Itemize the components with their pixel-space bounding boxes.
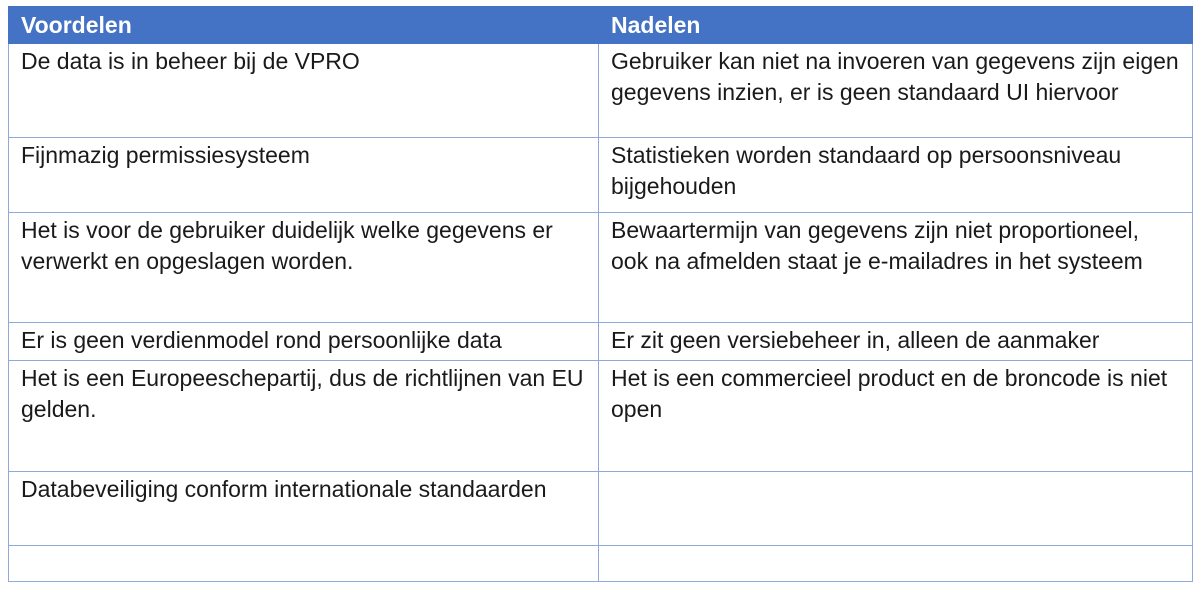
table-row [9,213,1193,323]
voordeel-cell [9,546,599,582]
nadeel-cell: Statistieken worden standaard op persoonsniveau bijgehouden [599,138,1193,213]
voordeel-cell: Het is een Europeeschepartij, dus de richtlijnen van EU gelden. [9,361,599,472]
header-row [9,7,1193,44]
table-row [9,361,1193,472]
nadeel-cell: Bewaartermijn van gegevens zijn niet proportioneel, ook na afmelden staat je e-mailadres in het systeem [599,213,1193,323]
header-nadelen: Nadelen [599,7,1193,44]
voordeel-cell: Er is geen verdienmodel rond persoonlijke data [9,323,599,361]
voordeel-cell: Het is voor de gebruiker duidelijk welke gegevens er verwerkt en opgeslagen worden. [9,213,599,323]
voordeel-cell: Fijnmazig permissiesysteem [9,138,599,213]
nadeel-cell: Er zit geen versiebeheer in, alleen de aanmaker [599,323,1193,361]
nadeel-cell [599,472,1193,546]
table-row [9,138,1193,213]
pros-cons-table [8,6,1193,582]
header-voordelen: Voordelen [9,7,599,44]
nadeel-cell [599,546,1193,582]
table-row [9,44,1193,138]
table-row [9,546,1193,582]
nadeel-cell: Gebruiker kan niet na invoeren van gegevens zijn eigen gegevens inzien, er is geen standaard UI hiervoor [599,44,1193,138]
table-row [9,323,1193,361]
table-row [9,472,1193,546]
voordeel-cell: Databeveiliging conform internationale standaarden [9,472,599,546]
nadeel-cell: Het is een commercieel product en de broncode is niet open [599,361,1193,472]
voordeel-cell: De data is in beheer bij de VPRO [9,44,599,138]
